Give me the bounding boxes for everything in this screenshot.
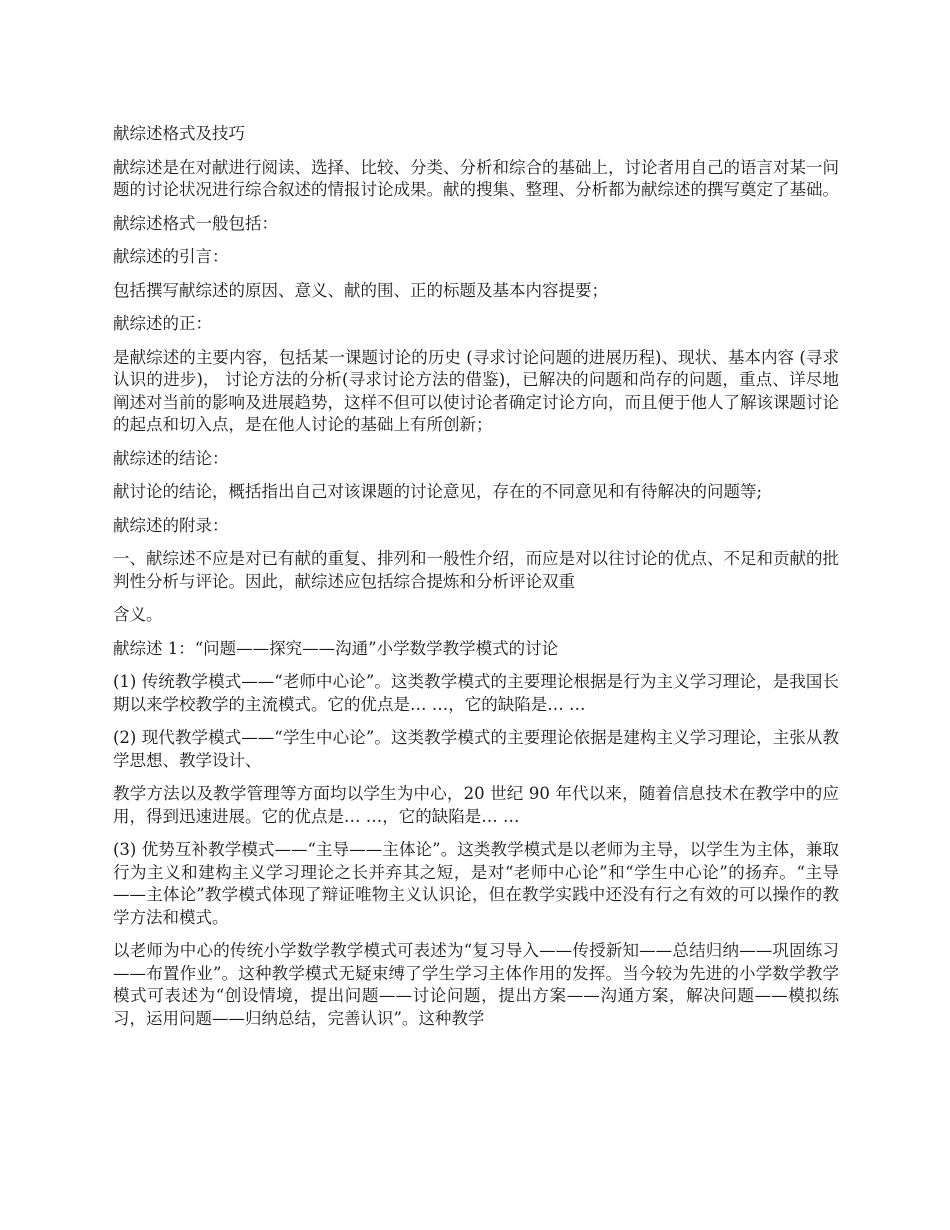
paragraph-preface-heading: 献综述的引言： [113, 247, 229, 266]
paragraph-body-heading: 献综述的正： [113, 314, 212, 333]
paragraph-appendix-heading: 献综述的附录： [113, 515, 229, 535]
paragraph-appendix-point: 一、献综述不应是对已有献的重复、排列和一般性介绍，而应是对以往讨论的优点、不足和贡献的批判性分析与评论。因此，献综述应包括综合提炼和分析评论双重 [113, 549, 839, 591]
paragraph-traditional-model: (1) 传统教学模式——“老师中心论”。这类教学模式的主要理论根据是行为主义学习理论，是我国长期以来学校教学的主流模式。它的优点是… …，它的缺陷是… … [113, 672, 839, 714]
paragraph-appendix-continuation: 含义。 [113, 605, 163, 624]
paragraph-modern-model: (2) 现代教学模式——“学生中心论”。这类教学模式的主要理论依据是建构主义学习理论，主张从教学思想、教学设计、 [113, 728, 839, 770]
paragraph-intro: 献综述是在对献进行阅读、选择、比较、分类、分析和综合的基础上，讨论者用自己的语言对某一问题的讨论状况进行综合叙述的情报讨论成果。献的搜集、整理、分析都为献综述的撰写奠定了基础。 [113, 157, 839, 199]
paragraph-modern-model-continuation: 教学方法以及教学管理等方面均以学生为中心，20 世纪 90 年代以来，随着信息技术在教学中的应用，得到迅速进展。它的优点是… …，它的缺陷是… … [113, 784, 839, 826]
paragraph-conclusion-content: 献讨论的结论，概括指出自己对该课题的讨论意见，存在的不同意见和有待解决的问题等; [113, 482, 763, 501]
document-page [113, 123, 839, 1041]
document-title: 献综述格式及技巧 [113, 124, 245, 143]
paragraph-conclusion-heading: 献综述的结论： [113, 448, 229, 468]
paragraph-body-content: 是献综述的主要内容，包括某一课题讨论的历史 (寻求讨论问题的进展历程)、现状、基本内容 (寻求认识的进步)， 讨论方法的分析(寻求讨论方法的借鉴)，已解决的问题和尚存的问题，重点、详尽地阐述对当前的影响及进展趋势，这样不但可以使讨论者确定讨论方向，而且便于他人了解该课题讨论的起点和切入点，是在他人讨论的基础上有所创新； [113, 347, 839, 434]
paragraph-teacher-centered-summary: 以老师为中心的传统小学数学教学模式可表述为“复习导入——传授新知——总结归纳——巩固练习——布置作业”。这种教学模式无疑束缚了学生学习主体作用的发挥。当今较为先进的小学数学教学模式可表述为“创设情境，提出问题——讨论问题，提出方案——沟通方案，解决问题——模拟练习，运用问题——归纳总结，完善认识”。这种教学 [113, 941, 839, 1028]
paragraph-preface-content: 包括撰写献综述的原因、意义、献的围、正的标题及基本内容提要； [113, 280, 608, 300]
paragraph-complementary-model: (3) 优势互补教学模式——“主导——主体论”。这类教学模式是以老师为主导，以学生为主体，兼取行为主义和建构主义学习理论之长并弃其之短，是对“老师中心论”和“学生中心论”的扬弃。“主导——主体论”教学模式体现了辩证唯物主义认识论，但在教学实践中还没有行之有效的可以操作的教学方法和模式。 [113, 840, 839, 927]
paragraph-review-title: 献综述 1：“问题——探究——沟通”小学数学教学模式的讨论 [113, 638, 559, 658]
paragraph-format-heading: 献综述格式一般包括： [113, 213, 278, 233]
